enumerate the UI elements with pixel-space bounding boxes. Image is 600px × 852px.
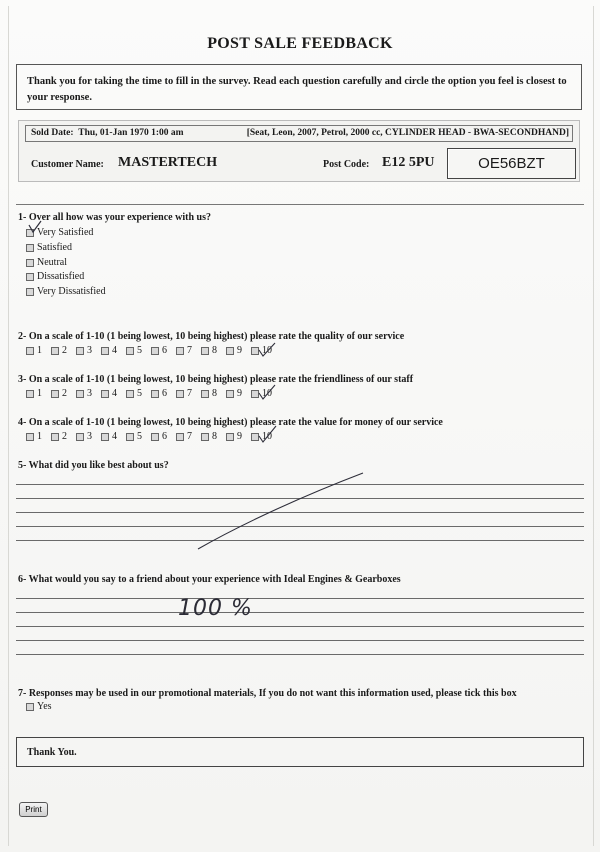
handwritten-answer: 100 % xyxy=(178,596,253,621)
scale-option[interactable] xyxy=(126,431,142,442)
q4-scale xyxy=(26,431,281,442)
scale-label: 10 xyxy=(262,388,272,399)
checkbox[interactable] xyxy=(226,433,234,441)
answer-line xyxy=(16,484,584,485)
scale-option[interactable] xyxy=(51,388,67,399)
checkbox[interactable] xyxy=(51,347,59,355)
checkbox[interactable] xyxy=(176,390,184,398)
registration-box: OE56BZT xyxy=(447,148,576,179)
checkbox[interactable] xyxy=(26,244,34,252)
answer-line xyxy=(16,640,584,641)
checkbox[interactable] xyxy=(201,390,209,398)
scale-label: 3 xyxy=(87,388,92,399)
option-label: Yes xyxy=(37,701,52,712)
customer-name: MASTERTECH xyxy=(118,155,218,170)
customer-name-label: Customer Name: xyxy=(31,159,104,170)
question-2: 2- On a scale of 1-10 (1 being lowest, 10 being highest) please rate the quality of our service xyxy=(18,331,405,342)
scale-option[interactable] xyxy=(226,345,242,356)
scale-option[interactable] xyxy=(101,345,117,356)
answer-line xyxy=(16,612,584,613)
answer-line xyxy=(16,598,584,599)
scale-label: 5 xyxy=(137,345,142,356)
question-3: 3- On a scale of 1-10 (1 being lowest, 10 being highest) please rate the friendliness of our staff xyxy=(18,374,414,385)
q1-option[interactable] xyxy=(26,257,67,268)
checkbox[interactable] xyxy=(251,347,259,355)
answer-line xyxy=(16,512,584,513)
checkbox[interactable] xyxy=(51,390,59,398)
checkbox[interactable] xyxy=(76,347,84,355)
checkbox[interactable] xyxy=(201,433,209,441)
scale-option[interactable] xyxy=(26,388,42,399)
checkbox[interactable] xyxy=(126,347,134,355)
scale-option[interactable] xyxy=(101,388,117,399)
option-label: Very Satisfied xyxy=(37,227,94,238)
q1-option[interactable] xyxy=(26,286,106,297)
scale-label: 9 xyxy=(237,431,242,442)
scale-label: 4 xyxy=(112,345,117,356)
checkbox[interactable] xyxy=(126,390,134,398)
scale-option[interactable] xyxy=(101,431,117,442)
checkbox[interactable] xyxy=(26,390,34,398)
checkbox[interactable] xyxy=(101,390,109,398)
scale-label: 8 xyxy=(212,345,217,356)
scale-option[interactable] xyxy=(76,345,92,356)
checkbox[interactable] xyxy=(151,347,159,355)
scale-option[interactable] xyxy=(51,345,67,356)
answer-line xyxy=(16,540,584,541)
scale-option[interactable] xyxy=(251,388,272,399)
checkbox[interactable] xyxy=(26,347,34,355)
q3-scale xyxy=(26,388,281,399)
scale-option[interactable] xyxy=(201,431,217,442)
checkbox[interactable] xyxy=(101,433,109,441)
scale-option[interactable] xyxy=(126,345,142,356)
scale-option[interactable] xyxy=(26,345,42,356)
scale-option[interactable] xyxy=(176,431,192,442)
scale-option[interactable] xyxy=(151,431,167,442)
answer-line xyxy=(16,498,584,499)
scale-option[interactable] xyxy=(226,388,242,399)
scale-option[interactable] xyxy=(226,431,242,442)
checkbox[interactable] xyxy=(201,347,209,355)
answer-line xyxy=(16,654,584,655)
scale-option[interactable] xyxy=(251,345,272,356)
scale-option[interactable] xyxy=(201,345,217,356)
scale-label: 5 xyxy=(137,431,142,442)
checkbox[interactable] xyxy=(26,288,34,296)
question-1: 1- Over all how was your experience with us? xyxy=(18,212,211,223)
checkbox[interactable] xyxy=(26,259,34,267)
checkbox[interactable] xyxy=(226,347,234,355)
q1-option[interactable] xyxy=(26,242,72,253)
q2-scale xyxy=(26,345,281,356)
scale-label: 8 xyxy=(212,388,217,399)
scale-option[interactable] xyxy=(51,431,67,442)
checkbox[interactable] xyxy=(76,433,84,441)
scale-label: 5 xyxy=(137,388,142,399)
checkbox[interactable] xyxy=(226,390,234,398)
scale-option[interactable] xyxy=(201,388,217,399)
post-code: E12 5PU xyxy=(382,155,435,170)
scale-label: 2 xyxy=(62,388,67,399)
scale-label: 1 xyxy=(37,345,42,356)
sold-date: Sold Date: Thu, 01-Jan 1970 1:00 am xyxy=(31,128,184,138)
option-label: Satisfied xyxy=(37,242,72,253)
scale-option[interactable] xyxy=(76,388,92,399)
scale-option[interactable] xyxy=(26,431,42,442)
scale-label: 6 xyxy=(162,388,167,399)
scale-option[interactable] xyxy=(151,345,167,356)
q7-option-yes[interactable] xyxy=(26,701,52,712)
scale-label: 1 xyxy=(37,431,42,442)
post-code-label: Post Code: xyxy=(323,159,370,170)
scale-label: 10 xyxy=(262,345,272,356)
option-label: Very Dissatisfied xyxy=(37,286,106,297)
answer-line xyxy=(16,526,584,527)
checkbox[interactable] xyxy=(26,433,34,441)
checkbox[interactable] xyxy=(76,390,84,398)
scale-option[interactable] xyxy=(176,388,192,399)
question-4: 4- On a scale of 1-10 (1 being lowest, 10 being highest) please rate the value for money of our service xyxy=(18,417,443,428)
scale-label: 4 xyxy=(112,388,117,399)
checkbox[interactable] xyxy=(251,390,259,398)
option-label: Neutral xyxy=(37,257,67,268)
scale-label: 6 xyxy=(162,431,167,442)
scale-label: 7 xyxy=(187,388,192,399)
divider xyxy=(16,204,584,205)
vehicle-description: [Seat, Leon, 2007, Petrol, 2000 cc, CYLINDER HEAD - BWA-SECONDHAND] xyxy=(246,128,569,138)
checkbox[interactable] xyxy=(251,433,259,441)
checkbox[interactable] xyxy=(126,433,134,441)
scale-option[interactable] xyxy=(251,431,272,442)
checkbox[interactable] xyxy=(51,433,59,441)
question-5: 5- What did you like best about us? xyxy=(18,460,169,471)
scale-label: 9 xyxy=(237,388,242,399)
scale-label: 8 xyxy=(212,431,217,442)
intro-box: Thank you for taking the time to fill in the survey. Read each question carefully and circle the option you feel is closest to your response. xyxy=(16,64,582,110)
checkbox[interactable] xyxy=(151,433,159,441)
checkbox[interactable] xyxy=(26,229,34,237)
checkbox[interactable] xyxy=(101,347,109,355)
question-7: 7- Responses may be used in our promotional materials, If you do not want this information used, please tick this box xyxy=(18,688,517,699)
scale-label: 3 xyxy=(87,345,92,356)
scale-option[interactable] xyxy=(151,388,167,399)
scale-label: 2 xyxy=(62,431,67,442)
sale-info-box xyxy=(18,120,580,182)
thank-you-box: Thank You. xyxy=(16,737,584,767)
checkbox[interactable] xyxy=(176,433,184,441)
scale-label: 3 xyxy=(87,431,92,442)
sold-date-row xyxy=(25,125,573,142)
scale-label: 7 xyxy=(187,345,192,356)
option-label: Dissatisfied xyxy=(37,271,85,282)
scale-label: 1 xyxy=(37,388,42,399)
question-6: 6- What would you say to a friend about your experience with Ideal Engines & Gearboxes xyxy=(18,574,401,585)
scale-label: 4 xyxy=(112,431,117,442)
print-button[interactable]: Print xyxy=(19,802,48,817)
scale-label: 7 xyxy=(187,431,192,442)
q1-option[interactable] xyxy=(26,271,84,282)
scale-label: 6 xyxy=(162,345,167,356)
scale-option[interactable] xyxy=(176,345,192,356)
scale-label: 10 xyxy=(262,431,272,442)
checkbox[interactable] xyxy=(26,273,34,281)
scale-option[interactable] xyxy=(126,388,142,399)
scale-label: 9 xyxy=(237,345,242,356)
q1-option[interactable] xyxy=(26,227,93,238)
checkbox[interactable] xyxy=(176,347,184,355)
page-title: POST SALE FEEDBACK xyxy=(207,35,393,52)
checkbox[interactable] xyxy=(26,703,34,711)
scale-label: 2 xyxy=(62,345,67,356)
checkbox[interactable] xyxy=(151,390,159,398)
scale-option[interactable] xyxy=(76,431,92,442)
answer-line xyxy=(16,626,584,627)
